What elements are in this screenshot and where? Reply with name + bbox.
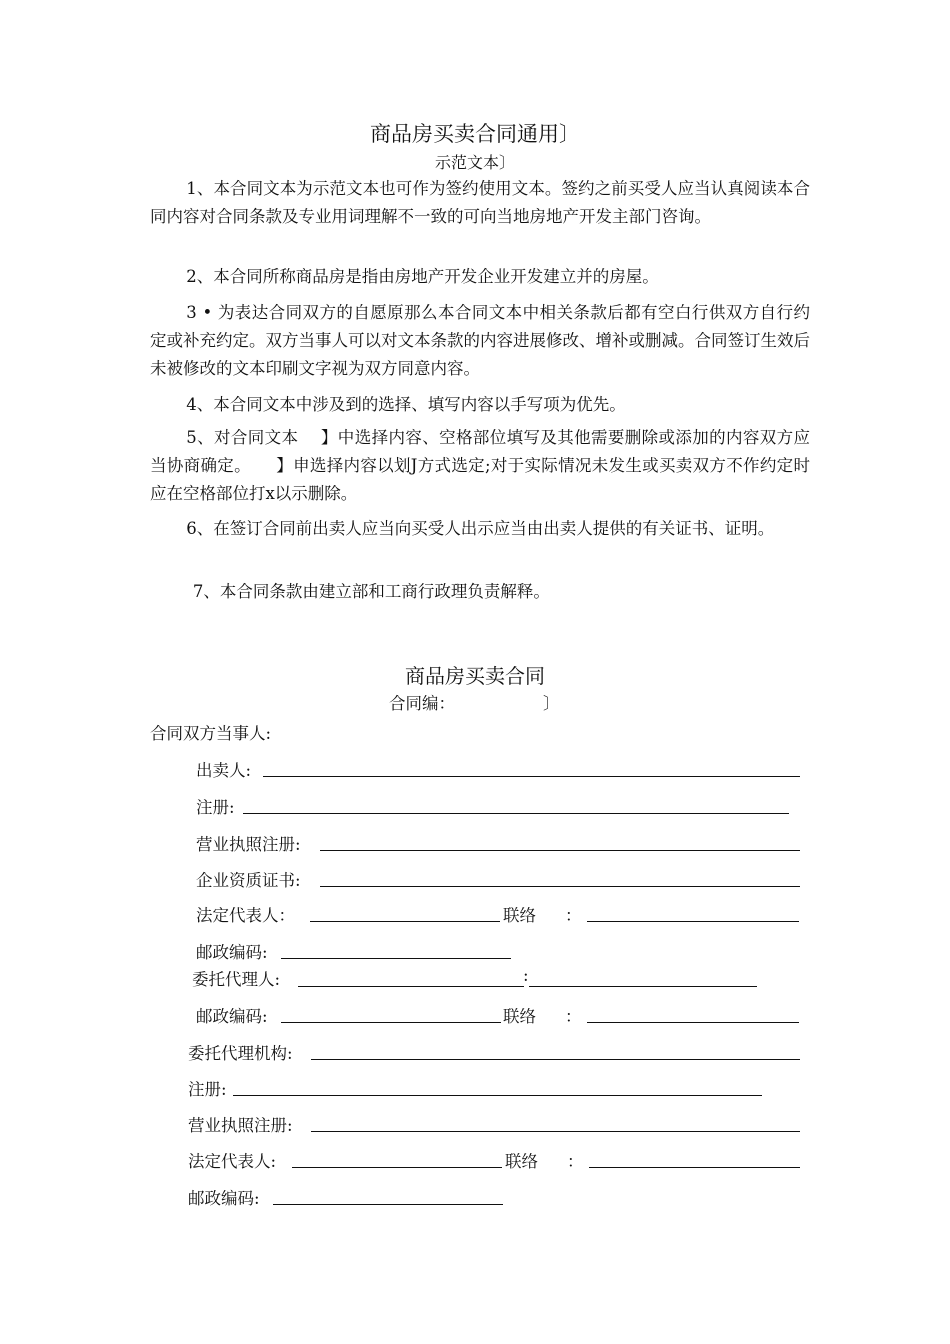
- legal-rep-blank[interactable]: [310, 921, 500, 922]
- seller-blank[interactable]: [263, 776, 800, 777]
- business-license-blank[interactable]: [320, 850, 800, 851]
- legal-rep-label: 法定代表人：: [196, 906, 295, 925]
- contact-blank[interactable]: [587, 1022, 799, 1023]
- agency-blank[interactable]: [311, 1059, 800, 1060]
- postcode-label: 邮政编码:: [188, 1189, 260, 1208]
- postcode-label: 邮政编码:: [196, 1007, 268, 1026]
- business-license-label: 营业执照注册:: [196, 835, 301, 854]
- instructions-title: 商品房买卖合同通用〕: [370, 122, 580, 146]
- agency-label: 委托代理机构:: [188, 1044, 293, 1063]
- parties-label: 合同双方当事人:: [150, 724, 272, 743]
- instruction-paragraph-7: 7、本合同条款由建立部和工商行政理负责解释。: [192, 582, 550, 601]
- business-license-blank[interactable]: [311, 1131, 800, 1132]
- business-license-label: 营业执照注册:: [188, 1116, 293, 1135]
- contract-number-label: 合同编：: [389, 694, 455, 713]
- contract-title: 商品房买卖合同: [405, 664, 545, 688]
- instruction-paragraph-6: 6、在签订合同前出卖人应当向买受人出示应当由出卖人提供的有关证书、证明。: [186, 519, 775, 538]
- registration-label: 注册:: [188, 1080, 227, 1099]
- qualification-blank[interactable]: [320, 886, 800, 887]
- contact-blank[interactable]: [589, 1167, 800, 1168]
- contact-label: 联络: [503, 1007, 536, 1026]
- contact-label: 联络: [503, 906, 536, 925]
- legal-rep-label: 法定代表人:: [188, 1152, 277, 1171]
- registration-label: 注册:: [196, 798, 235, 817]
- instruction-paragraph-1: 1、本合同文本为示范文本也可作为签约使用文本。签约之前买受人应当认真阅读本合同内容对合同条款及专业用词理解不一致的可向当地房地产开发主部门咨询。: [150, 179, 810, 226]
- agent-colon: :: [523, 966, 529, 985]
- instruction-paragraph-4: 4、本合同文本中涉及到的选择、填写内容以手写项为优先。: [186, 395, 626, 414]
- qualification-label: 企业资质证书:: [196, 871, 301, 890]
- postcode-blank[interactable]: [273, 1204, 503, 1205]
- instruction-paragraph-3: 3 • 为表达合同双方的自愿原那么本合同文本中相关条款后都有空白行供双方自行约定或补充约定。双方当事人可以对文本条款的内容进展修改、增补或删减。合同签订生效后未被修改的文本印刷文字视为双方同意内容。: [150, 303, 810, 378]
- agent-blank[interactable]: [298, 986, 524, 987]
- instructions-subtitle: 示范文本〕: [434, 153, 515, 172]
- instruction-paragraph-2: 2、本合同所称商品房是指由房地产开发企业开发建立并的房屋。: [186, 267, 659, 286]
- agent-label: 委托代理人:: [192, 970, 281, 989]
- registration-blank[interactable]: [233, 1095, 762, 1096]
- contact-colon: ：: [565, 1007, 582, 1026]
- contact-label: 联络: [505, 1152, 538, 1171]
- legal-rep-blank[interactable]: [292, 1167, 502, 1168]
- postcode-blank[interactable]: [281, 958, 511, 959]
- contract-number-close: 〕: [543, 694, 560, 713]
- postcode-label: 邮政编码:: [196, 943, 268, 962]
- agent-extra-blank[interactable]: [529, 986, 757, 987]
- postcode-blank[interactable]: [281, 1022, 501, 1023]
- contact-colon: ：: [565, 906, 582, 925]
- contact-blank[interactable]: [587, 921, 799, 922]
- contact-colon: ：: [567, 1152, 584, 1171]
- instruction-paragraph-5: 5、对合同文本 】中选择内容、空格部位填写及其他需要删除或添加的内容双方应当协商确定。 】申选择内容以划J方式选定;对于实际情况未发生或买卖双方不作约定时应在空格部位打x以示删除。: [150, 428, 810, 503]
- registration-blank[interactable]: [243, 813, 789, 814]
- seller-label: 出卖人:: [196, 761, 252, 780]
